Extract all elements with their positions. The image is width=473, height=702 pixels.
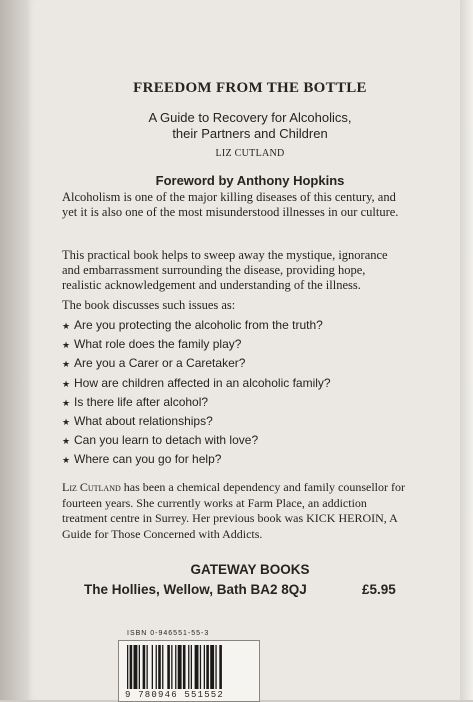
publisher-address-row [62, 580, 438, 600]
book-price: £5.95 [362, 582, 396, 597]
star-bullet-icon: ★ [62, 359, 71, 370]
book-author: LIZ CUTLAND [215, 148, 285, 159]
star-bullet-icon: ★ [62, 436, 71, 447]
subtitle-line-2: their Partners and Children [172, 126, 328, 141]
book-subtitle [62, 110, 438, 142]
blurb-paragraph-1: Alcoholism is one of the major killing diseases of this century, and yet it is also one of the most misunderstood illnesses in our culture. [62, 190, 399, 219]
publisher-name: GATEWAY BOOKS [190, 562, 310, 577]
star-bullet-icon: ★ [62, 340, 71, 351]
bio-text: has been a chemical dependency and family counsellor for fourteen years. She currently works at Farm Place, an addiction treatment centre in Surrey. Her previous book was KICK HEROIN, A Guide for Those Concerned with Addicts. [62, 480, 405, 541]
issues-list [62, 316, 331, 470]
list-item: ★ Where can you go for help? [62, 450, 331, 469]
list-item: ★ What about relationships? [62, 412, 331, 431]
subtitle-line-1: A Guide to Recovery for Alcoholics, [148, 110, 352, 125]
publisher-block [62, 560, 438, 600]
list-item: ★ What role does the family play? [62, 335, 331, 354]
page-edge [460, 0, 473, 700]
spine-edge [0, 0, 26, 700]
bio-author-name: Liz Cutland [62, 480, 121, 494]
barcode-icon [127, 645, 251, 689]
star-bullet-icon: ★ [62, 397, 71, 408]
issues-intro: The book discusses such issues as: [62, 298, 236, 312]
star-bullet-icon: ★ [62, 378, 71, 389]
foreword-credit: Foreword by Anthony Hopkins [155, 173, 345, 188]
isbn-label: ISBN 0-946551-55-3 [127, 630, 210, 637]
list-item: ★ Are you protecting the alcoholic from the truth? [62, 316, 331, 335]
star-bullet-icon: ★ [62, 455, 71, 466]
barcode-box [118, 640, 260, 702]
author-bio [62, 480, 412, 542]
list-item: ★ Is there life after alcohol? [62, 393, 331, 412]
barcode-number: 9 780946 551552 [125, 690, 225, 700]
star-bullet-icon: ★ [62, 321, 71, 331]
publisher-address: The Hollies, Wellow, Bath BA2 8QJ [84, 582, 307, 597]
star-bullet-icon: ★ [62, 416, 71, 427]
list-item: ★ Are you a Carer or a Caretaker? [62, 354, 331, 373]
blurb-paragraph-2: This practical book helps to sweep away the mystique, ignorance and embarrassment surrounding the disease, providing hope, realistic acknowledgement and understanding of the illness. [62, 248, 388, 292]
list-item: ★ Can you learn to detach with love? [62, 431, 331, 450]
list-item: ★ How are children affected in an alcoholic family? [62, 374, 331, 393]
book-title: FREEDOM FROM THE BOTTLE [133, 80, 367, 96]
